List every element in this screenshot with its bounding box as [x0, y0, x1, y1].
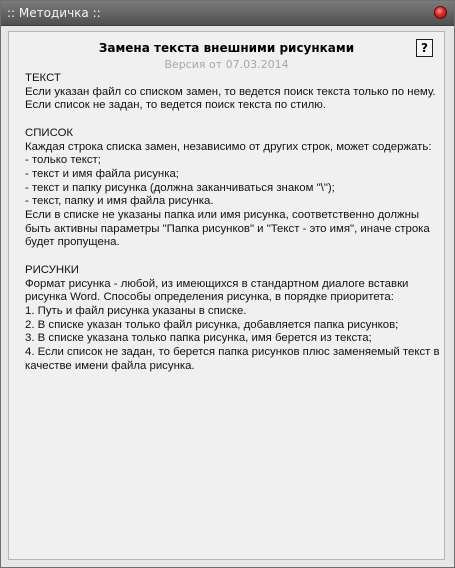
section-line: - только текст; — [25, 154, 101, 167]
section-line: - текст и имя файла рисунка; — [25, 167, 179, 180]
section-line: Если список не задан, то ведется поиск текста по стилю. — [25, 99, 326, 112]
section-line: будет пропущена. — [25, 236, 120, 249]
section-line: Формат рисунка - любой, из имеющихся в стандартном диалоге вставки — [25, 277, 409, 290]
close-button[interactable] — [434, 6, 447, 19]
section-line: 3. В списке указана только папка рисунка, имя берется из текста; — [25, 332, 372, 345]
section-heading: РИСУНКИ — [25, 263, 79, 276]
section-list — [25, 127, 435, 250]
help-button[interactable]: ? — [416, 39, 433, 57]
title-bar[interactable] — [1, 1, 454, 26]
section-pictures — [25, 263, 440, 374]
document-title: Замена текста внешними рисунками — [98, 41, 355, 55]
document-version: Версия от 07.03.2014 — [164, 58, 289, 71]
content-panel — [8, 31, 445, 560]
section-line: рисунка Word. Способы определения рисунка, в порядке приоритета: — [25, 291, 394, 304]
section-line: 1. Путь и файл рисунка указаны в списке. — [25, 304, 247, 317]
section-line: 4. Если список не задан, то берется папка рисунков плюс заменяемый текст в — [25, 346, 440, 359]
section-line: 2. В списке указан только файл рисунка, добавляется папка рисунков; — [25, 318, 399, 331]
section-line: - текст, папку и имя файла рисунка. — [25, 195, 214, 208]
window-title: :: Методичка :: — [7, 6, 101, 20]
section-line: Если в списке не указаны папка или имя рисунка, соответственно должны — [25, 209, 420, 222]
section-line: Каждая строка списка замен, независимо от других строк, может содержать: — [25, 140, 432, 153]
section-line: быть активны параметры "Папка рисунков" и "Текст - это имя", иначе строка — [25, 222, 430, 235]
section-heading: СПИСОК — [25, 126, 74, 139]
section-line: Если указан файл со списком замен, то ведется поиск текста только по нему. — [25, 85, 436, 98]
document-body — [25, 72, 440, 387]
section-line: - текст и папку рисунка (должна заканчиваться знаком "\"); — [25, 181, 335, 194]
section-line: качестве имени файла рисунка. — [25, 359, 195, 372]
section-text — [25, 72, 435, 113]
section-heading: ТЕКСТ — [25, 72, 61, 84]
